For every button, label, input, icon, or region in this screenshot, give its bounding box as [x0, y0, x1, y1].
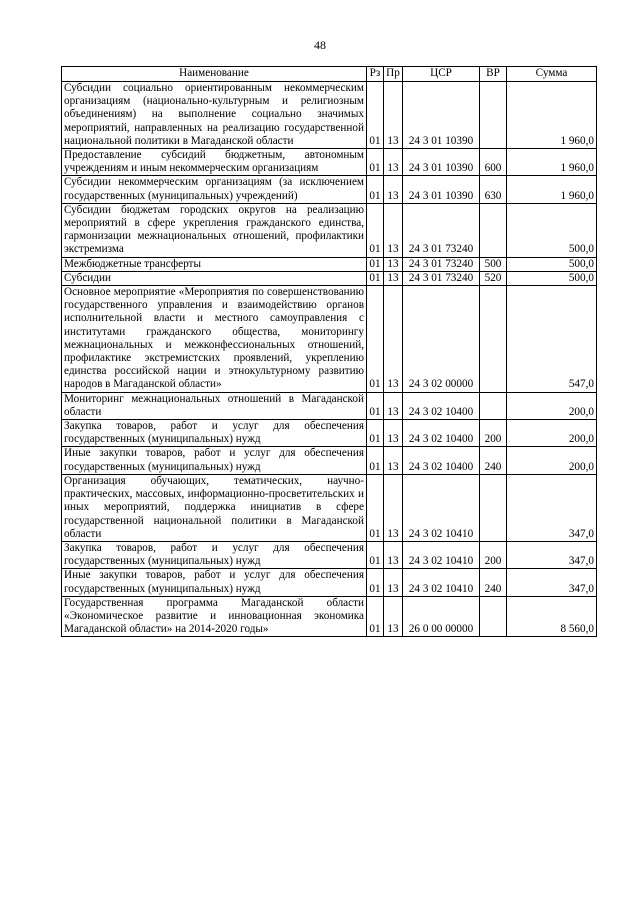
table-row: [62, 447, 597, 474]
cell-rz: 01: [367, 474, 384, 541]
cell-vr: 240: [480, 447, 507, 474]
cell-sum: 500,0: [507, 271, 597, 285]
cell-vr: 200: [480, 541, 507, 568]
cell-vr: 520: [480, 271, 507, 285]
cell-sum: 1 960,0: [507, 176, 597, 203]
cell-pr: 13: [384, 474, 403, 541]
cell-pr: 13: [384, 257, 403, 271]
table-row: [62, 541, 597, 568]
table-row: [62, 474, 597, 541]
cell-csr: 24 3 01 10390: [403, 149, 480, 176]
cell-sum: 200,0: [507, 420, 597, 447]
cell-csr: 24 3 01 10390: [403, 82, 480, 149]
cell-sum: 1 960,0: [507, 149, 597, 176]
cell-name: Субсидии бюджетам городских округов на реализацию мероприятий в сфере укрепления гражданского единства, гармонизации межнациональных отношений, профилактики экстремизма: [62, 203, 367, 257]
cell-vr: 500: [480, 257, 507, 271]
cell-pr: 13: [384, 392, 403, 419]
cell-vr: [480, 474, 507, 541]
cell-vr: 240: [480, 569, 507, 596]
table-row: [62, 203, 597, 257]
cell-vr: 630: [480, 176, 507, 203]
cell-vr: 600: [480, 149, 507, 176]
cell-csr: 24 3 01 73240: [403, 257, 480, 271]
cell-name: Межбюджетные трансферты: [62, 257, 367, 271]
cell-pr: 13: [384, 82, 403, 149]
table-row: [62, 149, 597, 176]
cell-name: Организация обучающих, тематических, научно-практических, массовых, информационно-просветительских и иных мероприятий, поддержка инициатив в сфере государственной национальной политики в Магаданской области: [62, 474, 367, 541]
cell-vr: [480, 286, 507, 393]
cell-csr: 24 3 01 73240: [403, 271, 480, 285]
cell-rz: 01: [367, 447, 384, 474]
cell-vr: [480, 596, 507, 637]
budget-table: [61, 66, 597, 637]
table-row: [62, 596, 597, 637]
cell-name: Предоставление субсидий бюджетным, автономным учреждениям и иным некоммерческим организациям: [62, 149, 367, 176]
cell-name: Субсидии социально ориентированным некоммерческим организациям (национально-культурным и религиозным объединениям) на выполнение социально значимых мероприятий, направленных на реализацию государственной национальной политики в Магаданской области: [62, 82, 367, 149]
cell-sum: 347,0: [507, 541, 597, 568]
cell-pr: 13: [384, 447, 403, 474]
cell-rz: 01: [367, 176, 384, 203]
cell-rz: 01: [367, 149, 384, 176]
cell-pr: 13: [384, 420, 403, 447]
header-vr: ВР: [480, 67, 507, 82]
cell-sum: 347,0: [507, 474, 597, 541]
table-row: [62, 257, 597, 271]
header-csr: ЦСР: [403, 67, 480, 82]
cell-name: Иные закупки товаров, работ и услуг для обеспечения государственных (муниципальных) нужд: [62, 569, 367, 596]
cell-rz: 01: [367, 596, 384, 637]
cell-rz: 01: [367, 82, 384, 149]
cell-sum: 200,0: [507, 447, 597, 474]
cell-csr: 24 3 02 10410: [403, 569, 480, 596]
cell-name: Государственная программа Магаданской области «Экономическое развитие и инновационная экономика Магаданской области» на 2014-2020 годы»: [62, 596, 367, 637]
cell-sum: 547,0: [507, 286, 597, 393]
header-sum: Сумма: [507, 67, 597, 82]
cell-name: Иные закупки товаров, работ и услуг для обеспечения государственных (муниципальных) нужд: [62, 447, 367, 474]
cell-vr: [480, 203, 507, 257]
header-pr: Пр: [384, 67, 403, 82]
cell-rz: 01: [367, 286, 384, 393]
cell-sum: 1 960,0: [507, 82, 597, 149]
cell-sum: 8 560,0: [507, 596, 597, 637]
cell-vr: [480, 392, 507, 419]
cell-sum: 347,0: [507, 569, 597, 596]
cell-name: Основное мероприятие «Мероприятия по совершенствованию государственного управления и взаимодействию органов исполнительной власти и местного самоуправления с институтами гражданского общества, мониторингу межнациональных и межконфессиональных отношений, профилактике экстремистских проявлений, укреплению единства российской нации и этнокультурному развитию народов в Магаданской области»: [62, 286, 367, 393]
table-row: [62, 82, 597, 149]
cell-csr: 24 3 02 10400: [403, 392, 480, 419]
cell-rz: 01: [367, 271, 384, 285]
cell-csr: 26 0 00 00000: [403, 596, 480, 637]
cell-csr: 24 3 01 10390: [403, 176, 480, 203]
cell-rz: 01: [367, 257, 384, 271]
table-body: [62, 82, 597, 637]
cell-pr: 13: [384, 596, 403, 637]
table-row: [62, 176, 597, 203]
cell-pr: 13: [384, 286, 403, 393]
cell-name: Мониторинг межнациональных отношений в Магаданской области: [62, 392, 367, 419]
cell-rz: 01: [367, 392, 384, 419]
cell-name: Закупка товаров, работ и услуг для обеспечения государственных (муниципальных) нужд: [62, 541, 367, 568]
cell-csr: 24 3 02 10410: [403, 541, 480, 568]
cell-csr: 24 3 02 10400: [403, 447, 480, 474]
cell-pr: 13: [384, 149, 403, 176]
cell-csr: 24 3 02 10410: [403, 474, 480, 541]
cell-rz: 01: [367, 420, 384, 447]
table-row: [62, 286, 597, 393]
cell-rz: 01: [367, 541, 384, 568]
table-row: [62, 569, 597, 596]
header-name: Наименование: [62, 67, 367, 82]
cell-vr: 200: [480, 420, 507, 447]
cell-name: Закупка товаров, работ и услуг для обеспечения государственных (муниципальных) нужд: [62, 420, 367, 447]
cell-pr: 13: [384, 203, 403, 257]
cell-pr: 13: [384, 541, 403, 568]
table-row: [62, 271, 597, 285]
cell-csr: 24 3 02 00000: [403, 286, 480, 393]
cell-sum: 500,0: [507, 203, 597, 257]
cell-rz: 01: [367, 203, 384, 257]
header-rz: Рз: [367, 67, 384, 82]
cell-vr: [480, 82, 507, 149]
cell-pr: 13: [384, 271, 403, 285]
cell-pr: 13: [384, 569, 403, 596]
cell-name: Субсидии: [62, 271, 367, 285]
cell-csr: 24 3 02 10400: [403, 420, 480, 447]
cell-sum: 200,0: [507, 392, 597, 419]
cell-rz: 01: [367, 569, 384, 596]
page-number: 48: [314, 38, 326, 52]
cell-sum: 500,0: [507, 257, 597, 271]
table-header-row: [62, 67, 597, 82]
cell-pr: 13: [384, 176, 403, 203]
cell-csr: 24 3 01 73240: [403, 203, 480, 257]
cell-name: Субсидии некоммерческим организациям (за исключением государственных (муниципальных) учреждений): [62, 176, 367, 203]
table-row: [62, 392, 597, 419]
table-row: [62, 420, 597, 447]
